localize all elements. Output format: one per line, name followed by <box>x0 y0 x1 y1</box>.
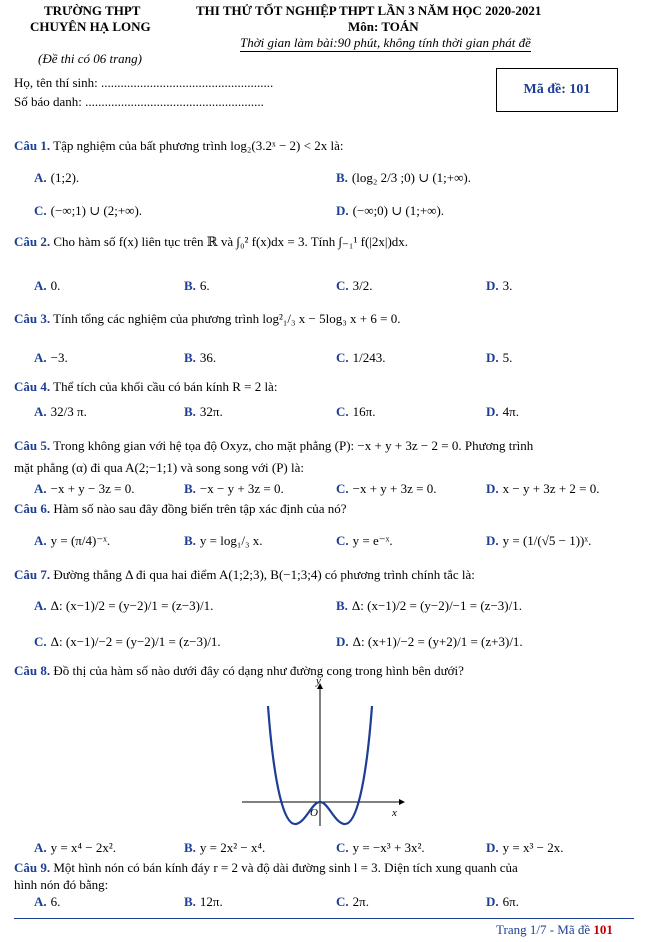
question-5-text: Trong không gian với hệ tọa độ Oxyz, cho mặt phẳng (P): −x + y + 3z − 2 = 0. Phương trình <box>53 438 534 453</box>
q5-option-d[interactable]: D. x − y + 3z + 2 = 0. <box>486 481 600 496</box>
q4-option-c[interactable]: C. 16π. <box>336 404 376 419</box>
candidate-name-field: Họ, tên thí sinh: ..................................................... <box>14 75 274 90</box>
question-6-text: Hàm số nào sau đây đồng biến trên tập xác định của nó? <box>53 501 347 516</box>
question-8-options <box>0 834 650 862</box>
q6-option-c[interactable]: C. y = e⁻ˣ. <box>336 533 393 548</box>
q1-option-a[interactable]: A. (1;2). <box>34 170 80 185</box>
question-9-options <box>0 888 650 916</box>
q3-option-c[interactable]: C. 1/243. <box>336 350 386 365</box>
question-3: Câu 3. Tính tổng các nghiệm của phương trình log²₁/₃ x − 5log₃ x + 6 = 0. <box>14 311 401 326</box>
q1-option-d[interactable]: D. (−∞;0) ∪ (1;+∞). <box>336 203 445 218</box>
q4-option-b[interactable]: B. 32π. <box>184 404 223 419</box>
question-8: Câu 8. Đồ thị của hàm số nào dưới đây có dạng như đường cong trong hình bên dưới? <box>14 663 464 678</box>
school-name-line1: TRƯỜNG THPT <box>44 3 141 18</box>
question-4-options <box>0 398 650 426</box>
question-6: Câu 6. Hàm số nào sau đây đồng biến trên tập xác định của nó? <box>14 501 347 516</box>
question-7-text: Đường thẳng Δ đi qua hai điểm A(1;2;3), B(−1;3;4) có phương trình chính tắc là: <box>53 567 475 582</box>
q6-option-d[interactable]: D. y = (1/(√5 − 1))ˣ. <box>486 533 592 548</box>
question-6-options <box>0 527 650 555</box>
footer-exam-code: 101 <box>593 922 613 937</box>
question-1-options-row1 <box>0 164 650 192</box>
question-4-text: Thể tích của khối cầu có bán kính R = 2 là: <box>53 379 278 394</box>
exam-code: Mã đề: 101 <box>523 82 591 97</box>
x-axis-label: x <box>392 807 397 819</box>
exam-title: THI THỬ TỐT NGHIỆP THPT LẦN 3 NĂM HỌC 2020-2021 <box>196 3 542 18</box>
pages-note: (Đề thi có 06 trang) <box>38 51 142 66</box>
question-9-text-cont: hình nón đó bằng: <box>14 877 109 892</box>
q2-option-d[interactable]: D. 3. <box>486 278 513 293</box>
q1-option-c[interactable]: C. (−∞;1) ∪ (2;+∞). <box>34 203 143 218</box>
q3-option-d[interactable]: D. 5. <box>486 350 513 365</box>
question-5-text-cont: mặt phẳng (α) đi qua A(2;−1;1) và song song với (P) là: <box>14 460 305 475</box>
q2-option-b[interactable]: B. 6. <box>184 278 210 293</box>
question-2: Câu 2. Cho hàm số f(x) liên tục trên ℝ và ∫₀² f(x)dx = 3. Tính ∫₋₁¹ f(|2x|)dx. <box>14 234 409 249</box>
question-2-options <box>0 272 650 300</box>
q5-option-b[interactable]: B. −x − y + 3z = 0. <box>184 481 284 496</box>
q9-option-c[interactable]: C. 2π. <box>336 894 369 909</box>
page-number: Trang 1/7 - Mã đề <box>496 922 591 937</box>
q8-option-b[interactable]: B. y = 2x² − x⁴. <box>184 840 266 855</box>
y-axis-label: y <box>316 676 321 687</box>
question-5-options <box>0 475 650 503</box>
origin-label: O <box>310 807 318 819</box>
q8-option-d[interactable]: D. y = x³ − 2x. <box>486 840 564 855</box>
q5-option-a[interactable]: A. −x + y − 3z = 0. <box>34 481 135 496</box>
question-9-text: Một hình nón có bán kính đáy r = 2 và độ dài đường sinh l = 3. Diện tích xung quanh của <box>53 860 518 875</box>
q7-option-b[interactable]: B. Δ: (x−1)/2 = (y−2)/−1 = (z−3)/1. <box>336 598 522 613</box>
question-3-text: Tính tổng các nghiệm của phương trình log²₁/₃ x − 5log₃ x + 6 = 0. <box>53 311 401 326</box>
q8-option-c[interactable]: C. y = −x³ + 3x². <box>336 840 425 855</box>
question-5: Câu 5. Trong không gian với hệ tọa độ Oxyz, cho mặt phẳng (P): −x + y + 3z − 2 = 0. Phương trình <box>14 438 534 453</box>
footer-divider <box>14 918 634 919</box>
q5-option-c[interactable]: C. −x + y + 3z = 0. <box>336 481 437 496</box>
q3-option-b[interactable]: B. 36. <box>184 350 217 365</box>
candidate-id-field: Số báo danh: ....................................................... <box>14 94 264 109</box>
q9-option-a[interactable]: A. 6. <box>34 894 61 909</box>
q4-option-d[interactable]: D. 4π. <box>486 404 519 419</box>
question-3-options <box>0 344 650 372</box>
question-2-text: Cho hàm số f(x) liên tục trên ℝ và ∫₀² f(x)dx = 3. Tính ∫₋₁¹ f(|2x|)dx. <box>53 234 409 249</box>
question-4: Câu 4. Thể tích của khối cầu có bán kính R = 2 là: <box>14 379 278 394</box>
q7-option-d[interactable]: D. Δ: (x+1)/−2 = (y+2)/1 = (z+3)/1. <box>336 634 523 649</box>
time-note: Thời gian làm bài:90 phút, không tính thời gian phát đề <box>240 35 531 50</box>
q7-option-a[interactable]: A. Δ: (x−1)/2 = (y−2)/1 = (z−3)/1. <box>34 598 214 613</box>
subject-label: Môn: TOÁN <box>348 19 419 34</box>
question-7-options-row1 <box>0 592 650 620</box>
page-footer <box>496 922 613 938</box>
question-9: Câu 9. Một hình nón có bán kính đáy r = 2 và độ dài đường sinh l = 3. Diện tích xung quanh của <box>14 860 518 875</box>
question-8-text: Đồ thị của hàm số nào dưới đây có dạng như đường cong trong hình bên dưới? <box>53 663 464 678</box>
exam-code-box <box>496 68 618 112</box>
question-1-text: Tập nghiệm của bất phương trình log₂(3.2ˣ − 2) < 2x là: <box>53 138 344 153</box>
q6-option-a[interactable]: A. y = (π/4)⁻ˣ. <box>34 533 111 548</box>
q4-option-a[interactable]: A. 32/3 π. <box>34 404 87 419</box>
function-graph <box>232 676 412 836</box>
q9-option-d[interactable]: D. 6π. <box>486 894 519 909</box>
q1-option-b[interactable]: B. (log₂ 2/3 ;0) ∪ (1;+∞). <box>336 170 471 185</box>
question-7-options-row2 <box>0 628 650 656</box>
question-1: Câu 1. Tập nghiệm của bất phương trình log₂(3.2ˣ − 2) < 2x là: <box>14 138 344 153</box>
q9-option-b[interactable]: B. 12π. <box>184 894 223 909</box>
q2-option-a[interactable]: A. 0. <box>34 278 61 293</box>
question-7: Câu 7. Đường thẳng Δ đi qua hai điểm A(1;2;3), B(−1;3;4) có phương trình chính tắc là: <box>14 567 475 582</box>
q6-option-b[interactable]: B. y = log₁/₃ x. <box>184 533 263 548</box>
q8-option-a[interactable]: A. y = x⁴ − 2x². <box>34 840 116 855</box>
q7-option-c[interactable]: C. Δ: (x−1)/−2 = (y−2)/1 = (z−3)/1. <box>34 634 221 649</box>
school-name-line2: CHUYÊN HẠ LONG <box>30 19 151 34</box>
q3-option-a[interactable]: A. −3. <box>34 350 68 365</box>
q2-option-c[interactable]: C. 3/2. <box>336 278 373 293</box>
question-1-options-row2 <box>0 197 650 225</box>
